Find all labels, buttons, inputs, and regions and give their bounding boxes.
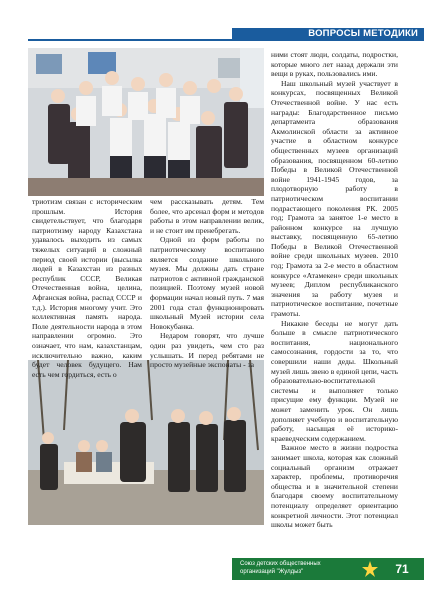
- event-photo: [28, 360, 264, 525]
- section-title: ВОПРОСЫ МЕТОДИКИ: [308, 28, 418, 39]
- page-number: 71: [395, 562, 409, 576]
- group-photo-illustration: [28, 48, 264, 196]
- paragraph: Одной из форм работы по патриотическому воспитанию является создание школьного музея. Мы должны дать стране патриотов с активной гражданской позицией. Поэтому музей новой формации начал новый путь. 7 мая 2001 года стал функционировать школьный Музей истории села Новокубанка.: [150, 235, 264, 331]
- footer-organization: [240, 561, 358, 576]
- group-photo: [28, 48, 264, 196]
- header-rule: [28, 39, 424, 41]
- paragraph: ними стоят люди, солдаты, подростки, которые много лет назад держали эти вещи в руках, пользовались ими.: [271, 50, 398, 79]
- paragraph: триотизм связан с историческим прошлым. История свидетельствует, что благодаря патриотизму народу Казахстана удавалось выходить из самых тяжелых ситуаций в сложный период своей истории (высылка людей в Казахстан из разных республик СССР, Великая Отечественная война, целина, Афганская война, распад СССР и т.д.). История многому учит. Это коллективная память народа. Поле деятельности народа в этом направлении огромно. Это означает, что нам, казахстанцам, исключительно важно, каким будет человек будущего. Нам есть чем гордиться, есть о: [32, 197, 142, 379]
- org-line-1: Союз детских общественных: [240, 561, 321, 567]
- page-edge: [0, 0, 3, 600]
- text-column-2: [150, 197, 264, 370]
- paragraph: Наш школьный музей участвует в конкурсах, посвященных Великой Отечественной войне. У нас есть награды: Благодарственное письмо департамента образования Акмолинской области за активное участие в областном конкурсе общественных музеев организаций образования, посвященном 60-летию Победы в Великой Отечественной войне 1941-1945 годов, за плодотворную работу в патриотическом воспитании подрастающего поколения РК. 2005 год; Грамота за занятое 1-е место в районном конкурсе на лучшую выставку, посвященную 65-летию Победы в Великой Отечественной войне среди школьных музеев. 2010 год; Грамота за 2-е место в областном конкурсе «Атамекен» среди школьных музеев; Диплом республиканского значения за работу музея и патриотическое воспитание, почетные грамоты.: [271, 78, 398, 319]
- org-line-2: организаций "Жулдыз": [240, 568, 304, 575]
- paragraph: Никакие беседы не могут дать больше в смысле патриотического воспитания, национального самосознания, гордости за то, что совершили наши деды. Школьный музей лишь звено в единой цепи, часть образовательно-воспитательной системы и выполняет только присущие ему функции. Музей не может заменить урок. Он лишь дополняет учебную и воспитательную работу, насыщая её историко-краеведческим содержанием.: [271, 318, 398, 443]
- paragraph: Недаром говорят, что лучше один раз увидеть, чем сто раз услышать. И перед ребятами не просто музейные экспонаты - за: [150, 331, 264, 370]
- text-column-3: [271, 50, 398, 530]
- event-photo-illustration: [28, 360, 264, 525]
- paragraph: чем рассказывать детям. Тем более, что арсенал форм и методов работы в этом направлении велик, и не стоит им пренебрегать.: [150, 197, 264, 235]
- star-logo-icon: [362, 560, 378, 578]
- paragraph: Важное место в жизни подростка занимает школа, которая как сложный социальный организм отражает характер, проблемы, противоречия общества и в значительной степени благодаря своему воспитательному потенциалу определяет ориентацию конкретной личности. Этот потенциал школы может быть: [271, 443, 398, 530]
- text-column-1: [32, 197, 142, 379]
